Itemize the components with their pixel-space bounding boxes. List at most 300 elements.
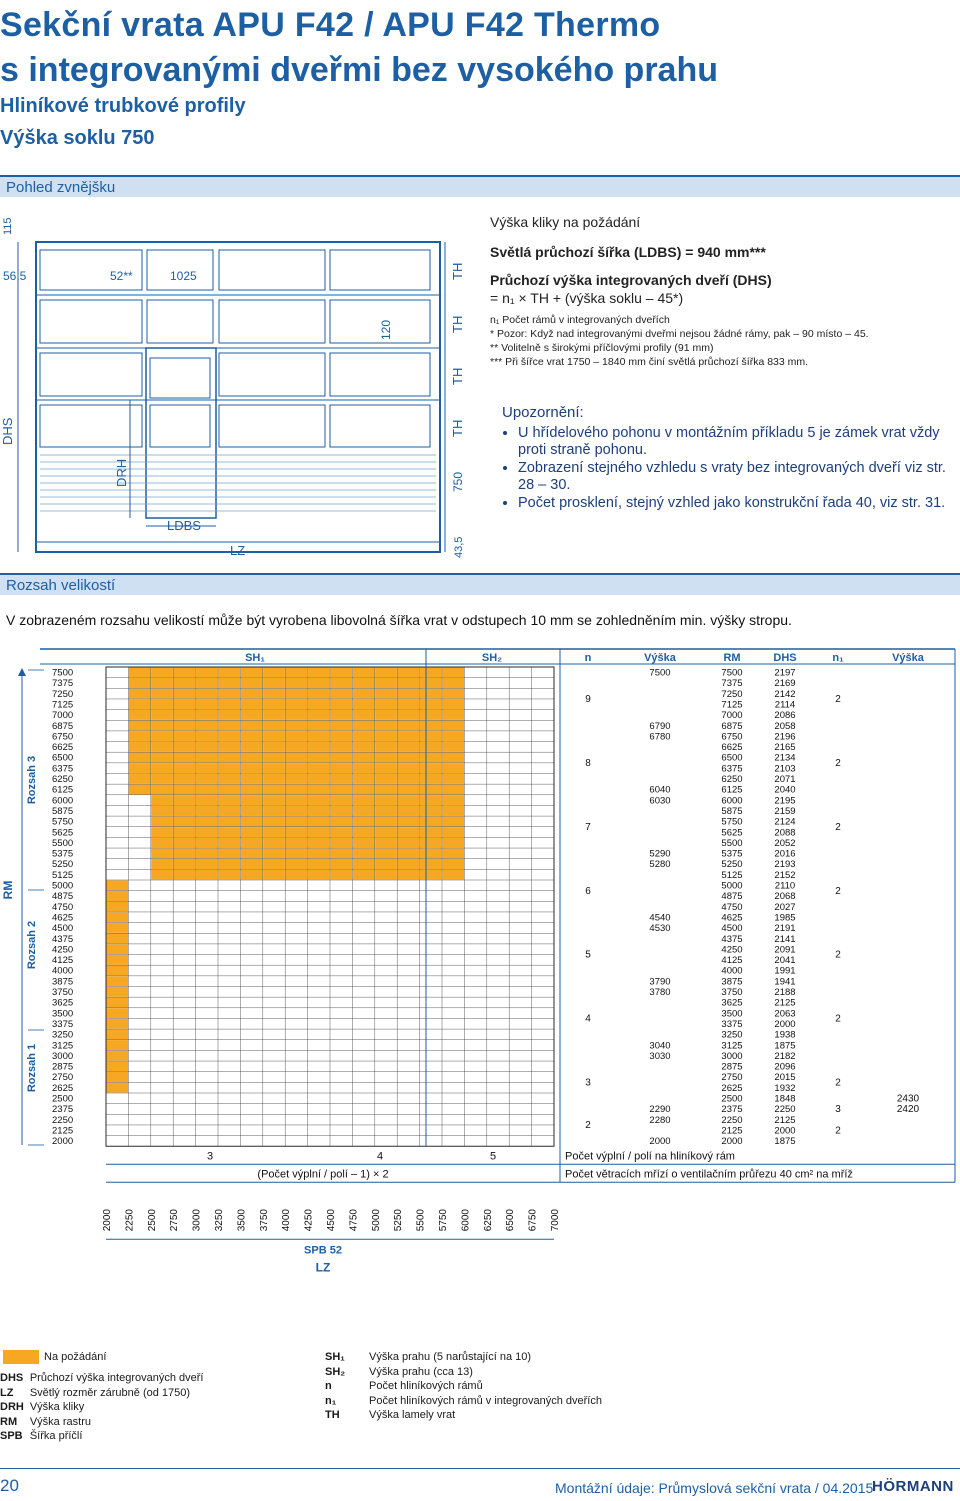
rm-right-value: 3875 xyxy=(721,976,743,988)
grid-cell xyxy=(487,710,509,721)
grid-cell xyxy=(263,1136,285,1147)
rm-right-value: 7500 xyxy=(721,667,743,679)
rm-value: 6500 xyxy=(52,752,74,764)
grid-cell xyxy=(509,955,531,966)
vyska-value: 5280 xyxy=(649,859,671,871)
grid-cell xyxy=(330,1114,352,1125)
grid-cell xyxy=(464,901,486,912)
grid-cell xyxy=(375,1018,397,1029)
grid-cell xyxy=(263,1072,285,1083)
lz-value: 4000 xyxy=(281,1209,293,1232)
grid-cell xyxy=(128,1050,150,1061)
section-header-range: Rozsah velikostí xyxy=(0,573,960,595)
grid-cell xyxy=(464,1018,486,1029)
grid-cell xyxy=(330,1136,352,1147)
grid-cell xyxy=(263,923,285,934)
grid-cell xyxy=(375,933,397,944)
grid-cell xyxy=(464,1082,486,1093)
grid-cell xyxy=(420,1018,442,1029)
grid-cell xyxy=(240,1104,262,1115)
grid-cell xyxy=(308,965,330,976)
grid-cell xyxy=(218,976,240,987)
grid-cell xyxy=(128,1008,150,1019)
grid-cell xyxy=(397,1125,419,1136)
grid-cell xyxy=(106,1104,128,1115)
grid-cell xyxy=(487,784,509,795)
grid-cell xyxy=(106,1136,128,1147)
grid-cell xyxy=(532,955,554,966)
grid-cell xyxy=(464,1029,486,1040)
grid-cell xyxy=(173,912,195,923)
grid-cell xyxy=(263,912,285,923)
warning-item: • Zobrazení stejného vzhledu s vraty bez integrovaných dveří viz str. 28 – 30. xyxy=(518,460,952,494)
rm-right-value: 2625 xyxy=(721,1082,743,1094)
rm-right-value: 5125 xyxy=(721,869,743,881)
dhs-value: 2110 xyxy=(774,880,796,892)
grid-cell xyxy=(464,1008,486,1019)
grid-cell xyxy=(173,987,195,998)
grid-cell xyxy=(532,827,554,838)
grid-cell xyxy=(240,1093,262,1104)
dhs-value: 2058 xyxy=(774,720,796,732)
vyska-value: 6030 xyxy=(649,795,671,807)
rm-right-value: 5750 xyxy=(721,816,743,828)
grid-cell xyxy=(464,1104,486,1115)
subtitle-profiles: Hliníkové trubkové profily xyxy=(0,95,246,117)
grid-cell xyxy=(509,837,531,848)
section-header-view: Pohled zvnějšku xyxy=(0,175,960,197)
grid-cell xyxy=(375,955,397,966)
grid-cell xyxy=(509,997,531,1008)
grid-cell xyxy=(487,1114,509,1125)
grid-cell xyxy=(442,880,464,891)
grid-cell xyxy=(106,731,128,742)
grid-cell xyxy=(196,901,218,912)
grid-cell xyxy=(263,1018,285,1029)
grid-cell xyxy=(263,955,285,966)
grid-cell xyxy=(487,1125,509,1136)
rm-right-value: 2750 xyxy=(721,1072,743,1084)
grid-cell xyxy=(128,816,150,827)
rm-value: 6625 xyxy=(52,742,74,754)
grid-cell xyxy=(263,1061,285,1072)
note-ldbs: Světlá průchozí šířka (LDBS) = 940 mm*** xyxy=(490,244,766,260)
grid-cell xyxy=(532,699,554,710)
lz-axis-label: LZ xyxy=(315,1260,331,1275)
grid-cell xyxy=(240,1040,262,1051)
grid-cell xyxy=(487,805,509,816)
dim-th-1: TH xyxy=(450,262,465,280)
grid-cell xyxy=(106,699,128,710)
rm-right-value: 6875 xyxy=(721,720,743,732)
dim-43-5: 43,5 xyxy=(453,536,465,558)
rm-value: 4125 xyxy=(52,955,74,967)
grid-cell xyxy=(442,1061,464,1072)
n1-value: 2 xyxy=(835,885,841,897)
vyska2-value: 2420 xyxy=(896,1104,920,1116)
grid-cell xyxy=(196,1040,218,1051)
grid-cell xyxy=(106,774,128,785)
dim-56: 56,5 xyxy=(3,269,27,283)
grid-cell xyxy=(464,827,486,838)
grid-cell xyxy=(532,880,554,891)
grid-cell xyxy=(352,1018,374,1029)
grid-cell xyxy=(173,965,195,976)
grid-cell xyxy=(487,837,509,848)
dhs-value: 2124 xyxy=(774,816,796,828)
grid-cell xyxy=(375,965,397,976)
grid-cell xyxy=(128,869,150,880)
grid-cell xyxy=(263,1008,285,1019)
grid-cell xyxy=(532,710,554,721)
grid-cell xyxy=(532,1082,554,1093)
grid-cell xyxy=(487,912,509,923)
dhs-value: 2000 xyxy=(774,1125,796,1137)
lz-value: 5250 xyxy=(393,1209,405,1232)
dhs-value: 2169 xyxy=(774,678,796,690)
grid-cell xyxy=(464,944,486,955)
grid-cell xyxy=(173,923,195,934)
grid-cell xyxy=(106,720,128,731)
grid-cell xyxy=(330,1061,352,1072)
dhs-value: 1938 xyxy=(774,1029,796,1041)
rm-value: 7125 xyxy=(52,699,74,711)
grid-cell xyxy=(151,1061,173,1072)
rm-value: 5625 xyxy=(52,827,74,839)
grid-cell xyxy=(173,1136,195,1147)
grid-cell xyxy=(397,1093,419,1104)
grid-cell xyxy=(352,997,374,1008)
lz-value: 7000 xyxy=(550,1209,561,1232)
grid-cell xyxy=(532,816,554,827)
grid-cell xyxy=(532,731,554,742)
grid-cell xyxy=(330,912,352,923)
grid-cell xyxy=(487,688,509,699)
dhs-value: 1985 xyxy=(774,912,796,924)
grid-cell xyxy=(420,1104,442,1115)
grid-cell xyxy=(285,880,307,891)
lz-value: 2500 xyxy=(146,1209,158,1232)
grid-cell xyxy=(442,955,464,966)
grid-cell xyxy=(509,1136,531,1147)
grid-cell xyxy=(442,1082,464,1093)
rm-right-value: 3625 xyxy=(721,997,743,1009)
grid-cell xyxy=(352,1029,374,1040)
grid-cell xyxy=(397,1040,419,1051)
grid-cell xyxy=(397,1008,419,1019)
grid-cell xyxy=(464,912,486,923)
rm-right-value: 2000 xyxy=(721,1136,743,1148)
note-dhs-formula: = n₁ × TH + (výška soklu – 45*) xyxy=(490,290,684,306)
grid-cell xyxy=(173,955,195,966)
grid-cell xyxy=(487,763,509,774)
grid-cell xyxy=(464,688,486,699)
grid-cell xyxy=(263,901,285,912)
grid-cell xyxy=(509,1082,531,1093)
n1-value: 2 xyxy=(835,1013,841,1025)
grid-cell xyxy=(532,891,554,902)
range-label: Rozsah 2 xyxy=(26,920,38,970)
grid-cell xyxy=(487,667,509,678)
grid-cell xyxy=(397,1029,419,1040)
grid-cell xyxy=(263,1082,285,1093)
grid-cell xyxy=(464,1136,486,1147)
dhs-value: 2182 xyxy=(774,1050,796,1062)
lz-value: 2250 xyxy=(124,1209,136,1232)
rm-value: 4875 xyxy=(52,891,74,903)
grid-cell xyxy=(240,1008,262,1019)
grid-cell xyxy=(509,869,531,880)
grid-cell xyxy=(240,1050,262,1061)
brand-logo: HÖRMANN xyxy=(872,1478,954,1495)
grid-cell xyxy=(285,1040,307,1051)
grid-cell xyxy=(106,763,128,774)
grid-cell xyxy=(487,1082,509,1093)
rm-value: 3375 xyxy=(52,1018,74,1030)
grid-cell xyxy=(464,742,486,753)
grid-cell xyxy=(487,901,509,912)
grid-cell xyxy=(240,955,262,966)
grid-cell xyxy=(285,944,307,955)
lz-value: 3250 xyxy=(214,1209,225,1232)
grid-cell xyxy=(532,795,554,806)
table-header: n xyxy=(584,652,592,664)
grid-cell xyxy=(532,1050,554,1061)
grid-cell xyxy=(196,1050,218,1061)
grid-cell xyxy=(151,944,173,955)
grid-cell xyxy=(509,763,531,774)
grid-cell xyxy=(330,944,352,955)
rm-value: 6375 xyxy=(52,763,74,775)
grid-cell xyxy=(285,997,307,1008)
grid-cell xyxy=(532,1061,554,1072)
grid-cell xyxy=(420,1050,442,1061)
grid-cell xyxy=(442,965,464,976)
grid-cell xyxy=(375,976,397,987)
grid-cell xyxy=(487,1072,509,1083)
grid-cell xyxy=(509,891,531,902)
dhs-value: 2041 xyxy=(774,955,796,967)
grid-cell xyxy=(532,1029,554,1040)
grid-cell xyxy=(173,1008,195,1019)
grid-cell xyxy=(151,1050,173,1061)
grid-cell xyxy=(352,1072,374,1083)
grid-cell xyxy=(151,1008,173,1019)
rm-value: 3750 xyxy=(52,987,74,998)
grid-cell xyxy=(509,944,531,955)
grid-cell xyxy=(397,912,419,923)
grid-cell xyxy=(173,1104,195,1115)
grid-cell xyxy=(375,1136,397,1147)
table-header: SH₂ xyxy=(481,652,503,664)
grid-cell xyxy=(487,731,509,742)
dhs-value: 2165 xyxy=(774,742,796,754)
grid-cell xyxy=(308,912,330,923)
rm-value: 7000 xyxy=(52,710,74,722)
rm-value: 5250 xyxy=(52,859,74,871)
dhs-value: 1875 xyxy=(774,1136,796,1148)
grid-cell xyxy=(509,933,531,944)
rm-value: 6250 xyxy=(52,774,74,785)
dhs-value: 2134 xyxy=(774,752,796,764)
dhs-value: 2159 xyxy=(774,805,796,817)
grid-cell xyxy=(308,955,330,966)
grid-cell xyxy=(285,1125,307,1136)
grid-cell xyxy=(173,1082,195,1093)
rm-value: 5750 xyxy=(52,816,74,828)
rm-value: 3500 xyxy=(52,1008,74,1020)
n1-value: 2 xyxy=(835,694,841,706)
rm-right-value: 7375 xyxy=(721,678,743,690)
grid-cell xyxy=(352,976,374,987)
grid-cell xyxy=(285,901,307,912)
grid-cell xyxy=(263,987,285,998)
lz-value: 4500 xyxy=(326,1209,337,1232)
grid-cell xyxy=(464,1061,486,1072)
grid-cell xyxy=(509,827,531,838)
grid-cell xyxy=(397,1104,419,1115)
grid-cell xyxy=(352,1104,374,1115)
rm-value: 2250 xyxy=(52,1114,74,1126)
grid-cell xyxy=(151,1125,173,1136)
dhs-value: 2027 xyxy=(774,901,796,913)
grid-cell xyxy=(509,1114,531,1125)
warning-item: • U hřídelového pohonu v montážním příkladu 5 je zámek vrat vždy proti straně pohonu. xyxy=(518,425,952,459)
grid-cell xyxy=(397,901,419,912)
grid-cell xyxy=(285,1050,307,1061)
grid-cell xyxy=(532,752,554,763)
grid-cell xyxy=(442,1114,464,1125)
grid-cell xyxy=(532,976,554,987)
dhs-value: 2152 xyxy=(774,869,796,881)
grid-cell xyxy=(173,1072,195,1083)
n1-value: 2 xyxy=(835,1077,841,1089)
grid-cell xyxy=(285,923,307,934)
warning-box xyxy=(502,404,952,513)
grid-cell xyxy=(263,1029,285,1040)
grid-cell xyxy=(285,1018,307,1029)
grid-cell xyxy=(487,742,509,753)
grid-cell xyxy=(375,1104,397,1115)
grid-cell xyxy=(218,1082,240,1093)
grid-cell xyxy=(487,997,509,1008)
grid-cell xyxy=(464,1050,486,1061)
rm-value: 2750 xyxy=(52,1072,74,1084)
grid-cell xyxy=(352,1136,374,1147)
grid-cell xyxy=(397,891,419,902)
grid-cell xyxy=(308,976,330,987)
dhs-value: 2125 xyxy=(774,997,796,1009)
vyska-value: 6780 xyxy=(649,731,671,743)
grid-cell xyxy=(308,997,330,1008)
grid-cell xyxy=(330,1040,352,1051)
n-value: 4 xyxy=(585,1013,591,1025)
grid-cell xyxy=(151,923,173,934)
grid-cell xyxy=(464,763,486,774)
grid-cell xyxy=(509,795,531,806)
grid-cell xyxy=(128,997,150,1008)
rm-right-value: 6625 xyxy=(721,742,743,754)
grid-cell xyxy=(330,880,352,891)
grid-cell xyxy=(240,923,262,934)
grid-cell xyxy=(285,976,307,987)
grid-cell xyxy=(487,955,509,966)
grid-cell xyxy=(487,965,509,976)
rm-value: 3125 xyxy=(52,1040,74,1052)
lz-value: 4750 xyxy=(348,1209,360,1232)
dhs-value: 2103 xyxy=(774,763,796,775)
door-notes xyxy=(490,214,955,368)
grid-cell xyxy=(308,933,330,944)
grid-cell xyxy=(151,1018,173,1029)
note-n1: n₁ Počet rámů v integrovaných dveřích xyxy=(490,314,670,326)
grid-cell xyxy=(106,837,128,848)
grid-cell xyxy=(375,891,397,902)
grid-cell xyxy=(375,1125,397,1136)
grid-cell xyxy=(151,1082,173,1093)
grid-cell xyxy=(442,944,464,955)
grid-cell xyxy=(352,965,374,976)
grid-cell xyxy=(487,1050,509,1061)
grid-cell xyxy=(420,1029,442,1040)
grid-cell xyxy=(487,816,509,827)
grid-cell xyxy=(330,901,352,912)
rm-right-value: 5250 xyxy=(721,859,743,871)
grid-cell xyxy=(285,1082,307,1093)
grid-cell xyxy=(397,997,419,1008)
rm-value: 6875 xyxy=(52,720,74,732)
grid-cell xyxy=(420,923,442,934)
lz-value: 6750 xyxy=(527,1209,539,1232)
dhs-value: 2091 xyxy=(774,944,796,956)
dim-drh: DRH xyxy=(114,458,129,487)
grid-cell xyxy=(308,1136,330,1147)
grid-cell xyxy=(308,1072,330,1083)
grid-cell xyxy=(240,1072,262,1083)
grid-cell xyxy=(352,987,374,998)
rm-value: 2500 xyxy=(52,1093,74,1105)
grid-cell xyxy=(420,1114,442,1125)
door-drawing xyxy=(0,200,480,570)
grid-cell xyxy=(128,923,150,934)
rm-value: 6750 xyxy=(52,731,74,743)
grid-cell xyxy=(487,678,509,689)
table-header: Výška xyxy=(892,652,924,664)
grid-cell xyxy=(442,1018,464,1029)
grid-cell xyxy=(106,805,128,816)
grid-cell xyxy=(263,944,285,955)
rm-value: 6000 xyxy=(52,795,74,807)
grid-cell xyxy=(487,848,509,859)
grid-cell xyxy=(128,1018,150,1029)
rm-value: 2125 xyxy=(52,1125,74,1137)
grid-cell xyxy=(128,987,150,998)
grid-cell xyxy=(263,933,285,944)
dhs-value: 2040 xyxy=(774,784,796,796)
grid-cell xyxy=(509,1018,531,1029)
rm-right-value: 2375 xyxy=(721,1104,743,1116)
fill-formula: (Počet výplní / polí – 1) × 2 xyxy=(257,1168,389,1181)
grid-cell xyxy=(487,1018,509,1029)
grid-cell xyxy=(240,1125,262,1136)
page-title-line2: s integrovanými dveřmi bez vysokého prahu xyxy=(0,51,719,89)
dhs-value: 2088 xyxy=(774,827,796,839)
grid-cell xyxy=(509,912,531,923)
grid-cell xyxy=(375,1040,397,1051)
grid-cell xyxy=(487,933,509,944)
grid-cell xyxy=(509,1040,531,1051)
grid-cell xyxy=(532,774,554,785)
